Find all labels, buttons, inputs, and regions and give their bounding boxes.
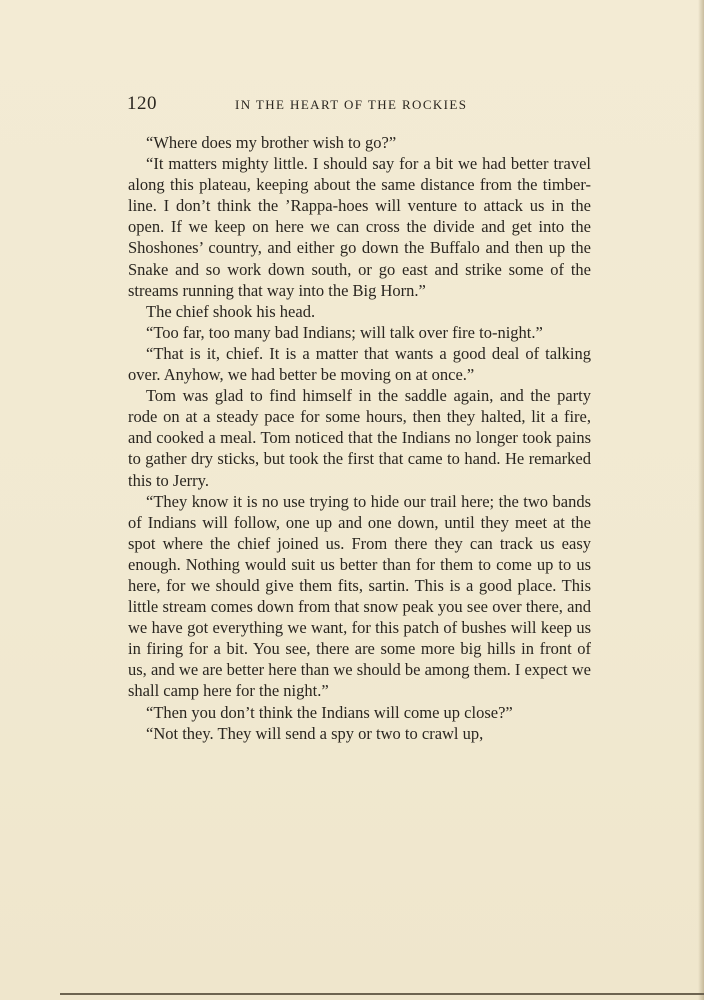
paragraph: “It matters mighty little. I should say for a bit we had better travel along this plateau, keeping about the same distance from the timber-line. I don’t think the ’Rappa-hoes will venture to attack us in the open. If we keep on here we can cross the divide and get into the Shoshones’ country, and either go down the Buffalo and then up the Snake and so work down south, or go east and strike some of the streams running that way into the Big Horn.”	[128, 154, 591, 300]
page-number: 120	[127, 93, 157, 114]
paragraph: “Where does my brother wish to go?”	[146, 133, 397, 152]
paragraph: The chief shook his head.	[146, 301, 316, 321]
page-header	[127, 93, 593, 117]
paragraph: “Then you don’t think the Indians will come up close?”	[146, 702, 513, 722]
body-text	[128, 132, 591, 744]
paragraph: Tom was glad to find himself in the saddle again, and the party rode on at a steady pace for some hours, then they halted, lit a fire, and cooked a meal. Tom noticed that the Indians no longer took pains to gather dry sticks, but took the first that came to hand. He remarked this to Jerry.	[128, 386, 591, 490]
running-title: IN THE HEART OF THE ROCKIES	[235, 97, 468, 112]
paragraph: “That is it, chief. It is a matter that wants a good deal of talking over. Anyhow, we had better be moving on at once.”	[128, 343, 591, 385]
paragraph: “Not they. They will send a spy or two to crawl up,	[146, 723, 484, 743]
paragraph: “They know it is no use trying to hide our trail here; the two bands of Indians will follow, one up and one down, until they meet at the spot where the chief joined us. From there they can track us easy enough. Nothing would suit us better than for them to come up to us here, for we should give them fits, sartin. This is a good place. This little stream comes down from that snow peak you see over there, and we have got everything we want, for this patch of bushes will keep us in firing for a bit. You see, there are some more big hills in front of us, and we are better here than we should be among them. I expect we shall camp here for the night.”	[128, 491, 591, 701]
paragraph: “Too far, too many bad Indians; will talk over fire to-night.”	[146, 322, 543, 342]
page-edge-shadow	[698, 0, 704, 1000]
scan-bottom-edge	[60, 993, 704, 995]
